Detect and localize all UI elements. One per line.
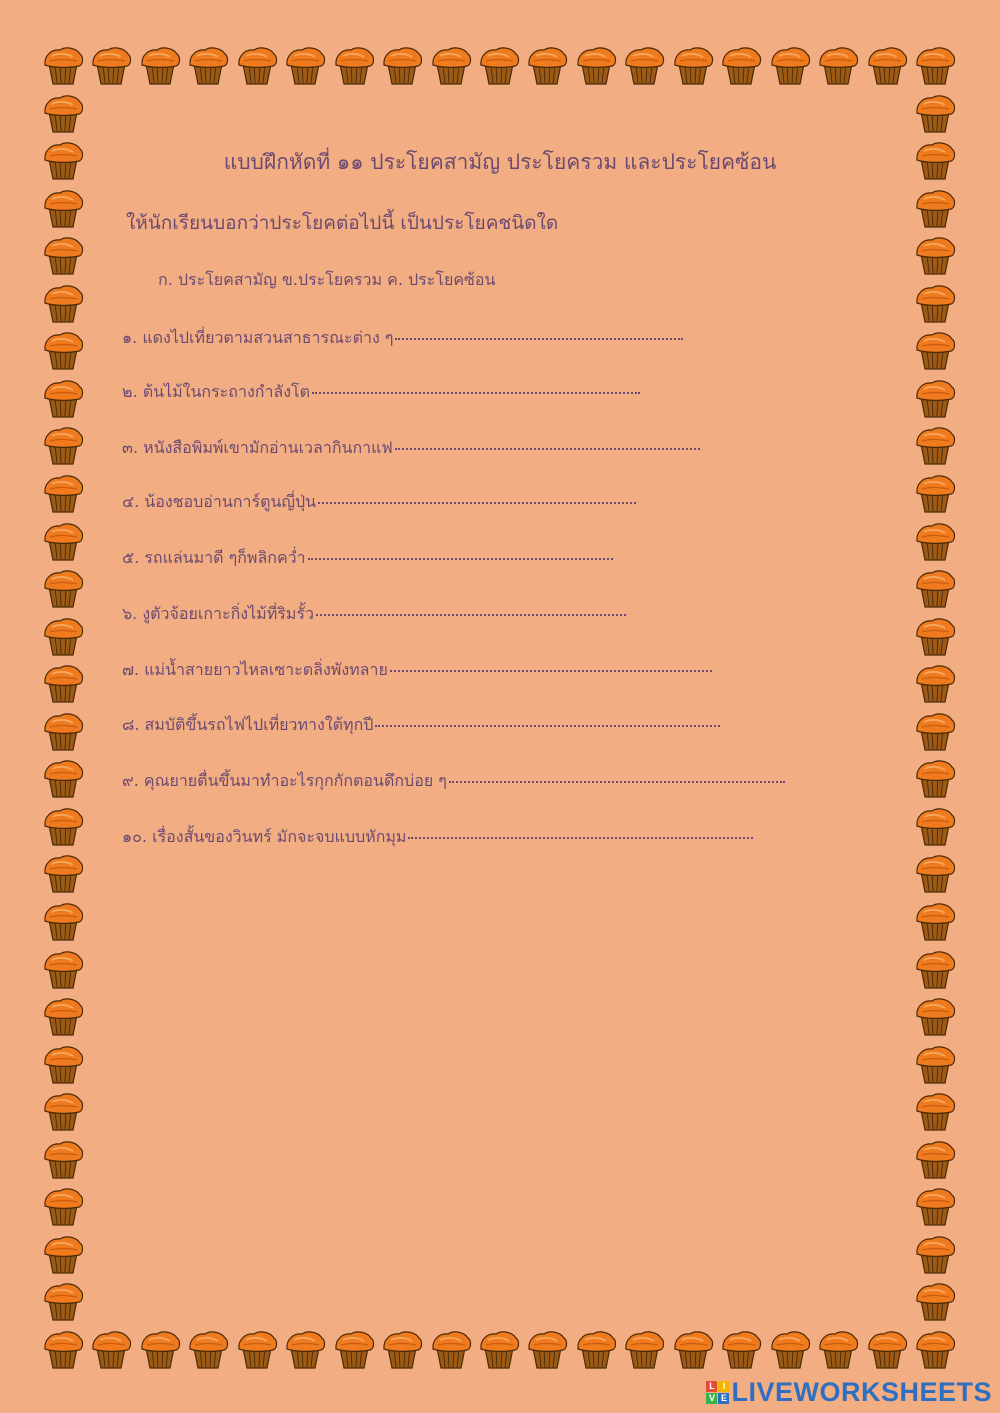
question-6 [122,602,626,627]
muffin-icon [914,615,956,657]
muffin-icon [333,1328,375,1370]
muffin-icon [526,44,568,86]
answer-line[interactable] [318,502,636,504]
muffin-icon [914,995,956,1037]
muffin-icon [42,329,84,371]
question-text: ๒. ต้นไม้ในกระถางกำลังโต [122,382,311,401]
muffin-icon [914,757,956,799]
question-4 [122,490,636,515]
question-2 [122,380,640,405]
muffin-icon [42,852,84,894]
muffin-icon [914,805,956,847]
muffin-icon [284,1328,326,1370]
muffin-icon [526,1328,568,1370]
muffin-icon [914,1090,956,1132]
question-text: ๗. แม่น้ำสายยาวไหลเซาะตลิ่งพังทลาย [122,660,388,679]
muffin-icon [139,1328,181,1370]
muffin-icon [42,615,84,657]
answer-line[interactable] [449,781,785,783]
live-badge-icon: L I V E [706,1381,729,1404]
muffin-icon [914,187,956,229]
muffin-icon [914,472,956,514]
question-9 [122,769,785,794]
muffin-icon [42,995,84,1037]
muffin-icon [90,44,132,86]
answer-line[interactable] [316,614,626,616]
muffin-icon [672,1328,714,1370]
muffin-icon [914,1328,956,1370]
question-3 [122,436,700,461]
muffin-icon [866,44,908,86]
muffin-icon [139,44,181,86]
muffin-icon [914,567,956,609]
answer-line[interactable] [395,338,683,340]
muffin-icon [866,1328,908,1370]
muffin-icon [914,377,956,419]
answer-line[interactable] [395,448,700,450]
muffin-icon [720,44,762,86]
muffin-icon [817,1328,859,1370]
muffin-icon [42,710,84,752]
question-text: ๔. น้องชอบอ่านการ์ตูนญี่ปุ่น [122,492,317,511]
muffin-icon [720,1328,762,1370]
question-text: ๕. รถแล่นมาดี ๆก็พลิกคว่ำ [122,548,306,567]
muffin-icon [42,44,84,86]
muffin-icon [575,1328,617,1370]
muffin-icon [478,44,520,86]
muffin-icon [914,948,956,990]
muffin-icon [42,472,84,514]
muffin-icon [914,662,956,704]
muffin-icon [42,900,84,942]
muffin-icon [914,900,956,942]
muffin-icon [42,805,84,847]
muffin-icon [42,1328,84,1370]
question-text: ๑. แดงไปเที่ยวตามสวนสาธารณะต่าง ๆ [122,328,394,347]
muffin-icon [42,1138,84,1180]
muffin-icon [914,92,956,134]
worksheet-title: แบบฝึกหัดที่ ๑๑ ประโยคสามัญ ประโยครวม และประโยคซ้อน [223,150,777,174]
muffin-icon [430,1328,472,1370]
question-1 [122,326,683,351]
muffin-icon [42,567,84,609]
question-8 [122,713,720,738]
question-7 [122,658,712,683]
muffin-icon [623,44,665,86]
muffin-icon [914,1043,956,1085]
question-text: ๑๐. เรื่องสั้นของวินทร์ มักจะจบแบบหักมุม [122,827,407,846]
answer-line[interactable] [375,725,720,727]
liveworksheets-logo[interactable] [706,1377,992,1407]
question-text: ๖. งูตัวจ้อยเกาะกิ่งไม้ที่ริมรั้ว [122,604,314,623]
muffin-icon [914,1185,956,1227]
muffin-icon [42,1090,84,1132]
muffin-icon [914,424,956,466]
muffin-icon [914,1138,956,1180]
muffin-icon [42,234,84,276]
muffin-icon [381,44,423,86]
logo-text: LIVEWORKSHEETS [731,1376,992,1407]
question-text: ๙. คุณยายตื่นขึ้นมาทำอะไรกุกกักตอนดึกบ่อย ๆ [122,771,447,790]
muffin-icon [42,282,84,324]
muffin-icon [914,234,956,276]
muffin-icon [236,44,278,86]
muffin-icon [42,662,84,704]
answer-line[interactable] [408,837,753,839]
muffin-icon [42,1280,84,1322]
muffin-icon [672,44,714,86]
muffin-icon [42,92,84,134]
muffin-icon [42,424,84,466]
muffin-icon [769,44,811,86]
muffin-icon [42,1233,84,1275]
muffin-icon [187,1328,229,1370]
muffin-icon [478,1328,520,1370]
muffin-icon [914,710,956,752]
muffin-icon [914,329,956,371]
muffin-icon [575,44,617,86]
answer-options: ก. ประโยคสามัญ ข.ประโยครวม ค. ประโยคซ้อน [158,270,496,289]
muffin-icon [236,1328,278,1370]
muffin-icon [42,377,84,419]
muffin-icon [187,44,229,86]
instruction-text: ให้นักเรียนบอกว่าประโยคต่อไปนี้ เป็นประโยคชนิดใด [126,212,559,234]
muffin-icon [42,1043,84,1085]
muffin-icon [914,852,956,894]
muffin-icon [914,520,956,562]
muffin-icon [623,1328,665,1370]
muffin-icon [42,520,84,562]
muffin-icon [42,757,84,799]
muffin-icon [90,1328,132,1370]
question-10 [122,825,753,850]
muffin-icon [914,282,956,324]
question-text: ๘. สมบัติขึ้นรถไฟไปเที่ยวทางใต้ทุกปี [122,715,374,734]
muffin-icon [381,1328,423,1370]
muffin-icon [42,187,84,229]
muffin-icon [914,44,956,86]
answer-line[interactable] [390,670,712,672]
question-5 [122,546,613,571]
answer-line[interactable] [312,392,640,394]
muffin-icon [914,1233,956,1275]
muffin-icon [914,1280,956,1322]
answer-line[interactable] [308,558,613,560]
muffin-icon [42,948,84,990]
muffin-icon [284,44,326,86]
question-text: ๓. หนังสือพิมพ์เขามักอ่านเวลากินกาแฟ [122,438,393,457]
muffin-icon [42,1185,84,1227]
muffin-icon [769,1328,811,1370]
muffin-icon [333,44,375,86]
muffin-icon [430,44,472,86]
muffin-icon [817,44,859,86]
